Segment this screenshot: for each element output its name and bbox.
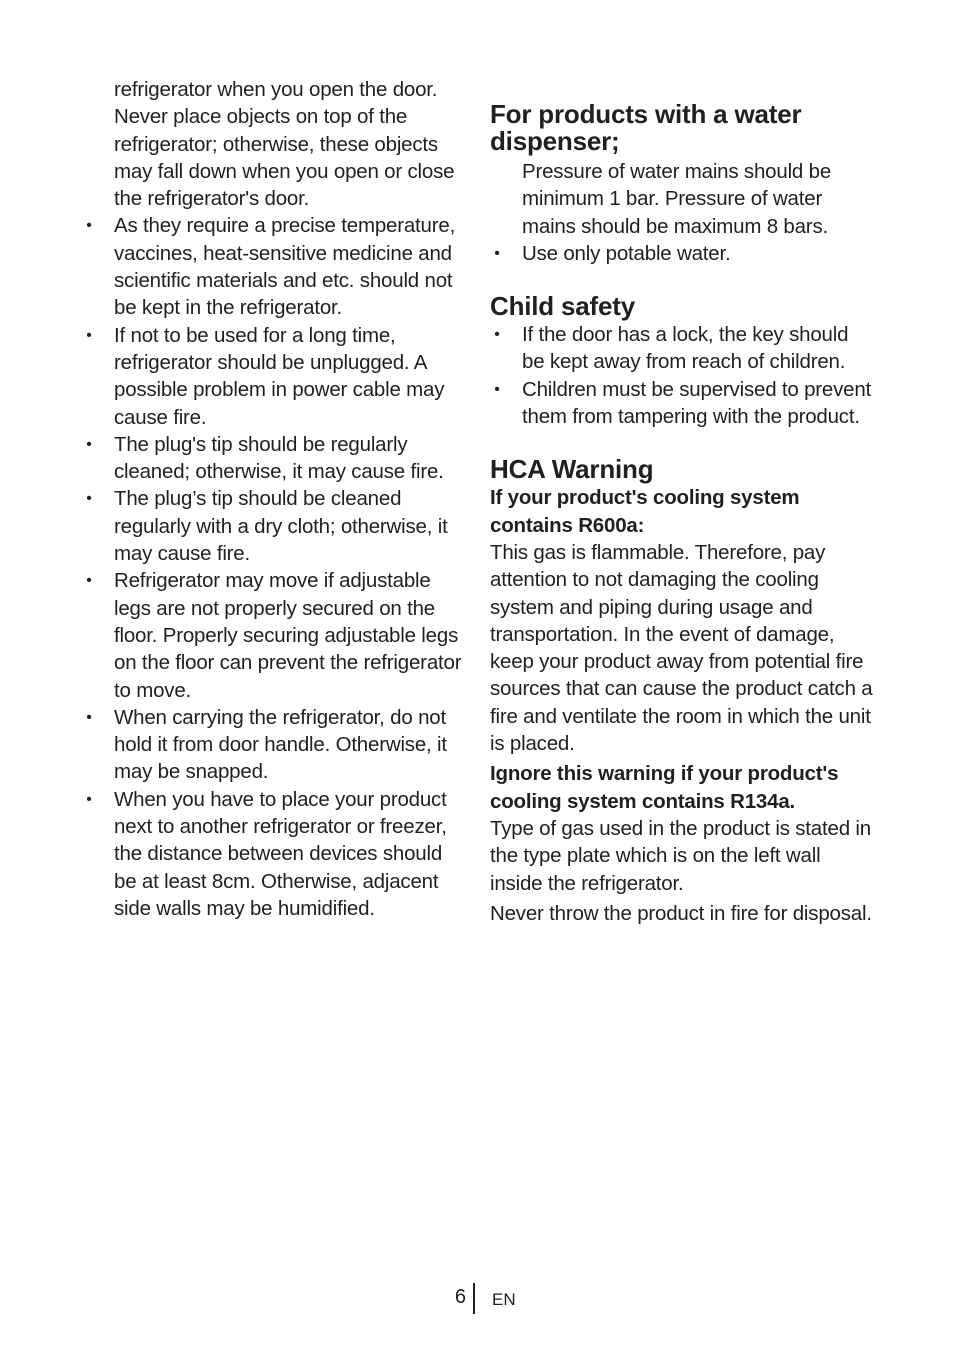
bullet-icon: • (86, 572, 92, 590)
list-item: • Use only potable water. (490, 240, 875, 267)
disposal-paragraph: Never throw the product in fire for disposal. (490, 901, 872, 925)
left-column (82, 76, 467, 922)
gas-type-paragraph: Type of gas used in the product is stated in the type plate which is on the left wall inside the refrigerator. (490, 816, 871, 895)
bullet-icon: • (86, 326, 92, 344)
water-dispenser-section (490, 101, 875, 267)
page-number: 6 (454, 1286, 466, 1308)
list-item: • When carrying the refrigerator, do not hold it from door handle. Otherwise, it may be snapped. (82, 704, 467, 786)
bullet-icon: • (86, 435, 92, 453)
child-safety-heading: Child safety (490, 291, 635, 322)
r134a-subheading: Ignore this warning if your product's cooling system contains R134a. (490, 762, 839, 813)
child-safety-section (490, 293, 875, 430)
list-item: • As they require a precise temperature, vaccines, heat-sensitive medicine and scientific materials and etc. should not be kept in the refrigerator. (82, 212, 467, 321)
list-item: • When you have to place your product next to another refrigerator or freezer, the distance between devices should be at least 8cm. Otherwise, adjacent side walls may be humidified. (82, 786, 467, 922)
list-item: • The plug's tip should be regularly cleaned; otherwise, it may cause fire. (82, 431, 467, 486)
page-footer (0, 1283, 954, 1315)
right-column (490, 101, 875, 927)
footer-divider (473, 1283, 475, 1314)
bullet-icon: • (86, 490, 92, 508)
bullet-icon: • (86, 217, 92, 235)
bullet-icon: • (86, 708, 92, 726)
bullet-icon: • (494, 326, 500, 344)
list-item: • Refrigerator may move if adjustable legs are not properly secured on the floor. Properly securing adjustable legs on the floor can prevent the refrigerator to move. (82, 567, 467, 703)
r600a-paragraph: This gas is flammable. Therefore, pay attention to not damaging the cooling system and piping during usage and transportation. In the event of damage, keep your product away from potential fire sources that can cause the product catch a fire and ventilate the room in which the unit is placed. (490, 540, 873, 756)
list-item: • If the door has a lock, the key should be kept away from reach of children. (490, 321, 875, 376)
water-dispenser-heading: For products with a water dispenser; (490, 99, 802, 156)
water-pressure-text: Pressure of water mains should be minimum 1 bar. Pressure of water mains should be maximum 8 bars. (522, 160, 832, 238)
language-label: EN (492, 1290, 516, 1309)
water-bullet-list (490, 240, 875, 267)
hca-warning-heading: HCA Warning (490, 454, 654, 485)
left-bullet-list (82, 212, 467, 922)
continuation-text: refrigerator when you open the door. Never place objects on top of the refrigerator; otherwise, these objects may fall down when you open or close the refrigerator's door. (114, 78, 455, 211)
bullet-icon: • (494, 244, 500, 262)
list-item: • Children must be supervised to prevent them from tampering with the product. (490, 376, 875, 431)
bullet-icon: • (494, 380, 500, 398)
hca-warning-section (490, 456, 875, 927)
child-safety-bullet-list (490, 321, 875, 430)
list-item: • If not to be used for a long time, refrigerator should be unplugged. A possible problem in power cable may cause fire. (82, 322, 467, 431)
bullet-icon: • (86, 790, 92, 808)
r600a-subheading: If your product's cooling system contains R600a: (490, 486, 800, 537)
list-item: • The plug’s tip should be cleaned regularly with a dry cloth; otherwise, it may cause fire. (82, 485, 467, 567)
